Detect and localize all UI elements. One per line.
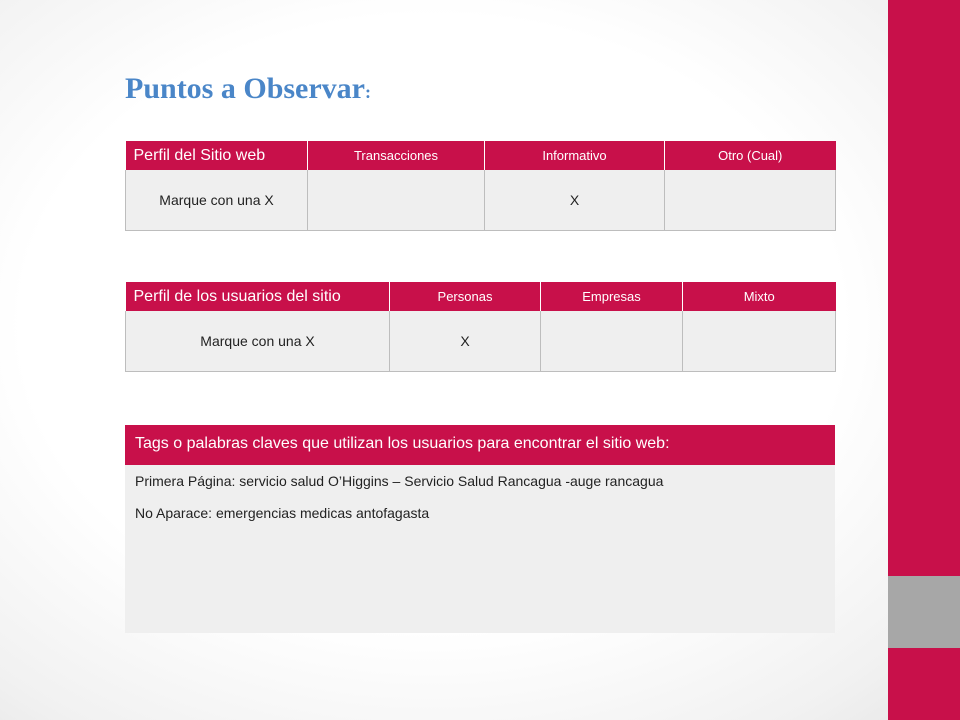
table-header-cell: Empresas xyxy=(541,282,683,311)
table-header-cell: Otro (Cual) xyxy=(665,141,836,170)
table-header-cell: Informativo xyxy=(485,141,665,170)
table-cell: Marque con una X xyxy=(126,311,390,372)
table-header-row xyxy=(126,141,836,170)
table-header-cell: Personas xyxy=(390,282,541,311)
table-cell: Marque con una X xyxy=(126,170,308,231)
tags-line-first-page: Primera Página: servicio salud O’Higgins – Servicio Salud Rancagua -auge rancagua xyxy=(135,473,664,489)
table-header-cell: Perfil de los usuarios del sitio xyxy=(126,282,390,311)
site-profile-table xyxy=(125,141,836,231)
table-header-cell: Transacciones xyxy=(308,141,485,170)
table-header-row xyxy=(126,282,836,311)
tags-panel xyxy=(125,425,835,633)
user-profile-table xyxy=(125,282,836,372)
table-row xyxy=(126,170,836,231)
table-row xyxy=(126,311,836,372)
tags-line-not-found: No Aparace: emergencias medicas antofagasta xyxy=(135,505,430,521)
table-cell xyxy=(665,170,836,231)
table-cell: X xyxy=(485,170,665,231)
table-cell xyxy=(683,311,836,372)
table-header-cell: Perfil del Sitio web xyxy=(126,141,308,170)
page-title xyxy=(125,72,371,106)
table-cell xyxy=(308,170,485,231)
tags-header: Tags o palabras claves que utilizan los usuarios para encontrar el sitio web: xyxy=(125,425,835,465)
decorative-side-bar-red xyxy=(888,0,960,576)
table-cell xyxy=(541,311,683,372)
page-title-colon: : xyxy=(365,82,371,102)
decorative-side-bar-gray xyxy=(888,576,960,648)
table-cell: X xyxy=(390,311,541,372)
table-header-cell: Mixto xyxy=(683,282,836,311)
page-title-text: Puntos a Observar xyxy=(125,72,365,105)
decorative-side-bar-red-bottom xyxy=(888,648,960,720)
